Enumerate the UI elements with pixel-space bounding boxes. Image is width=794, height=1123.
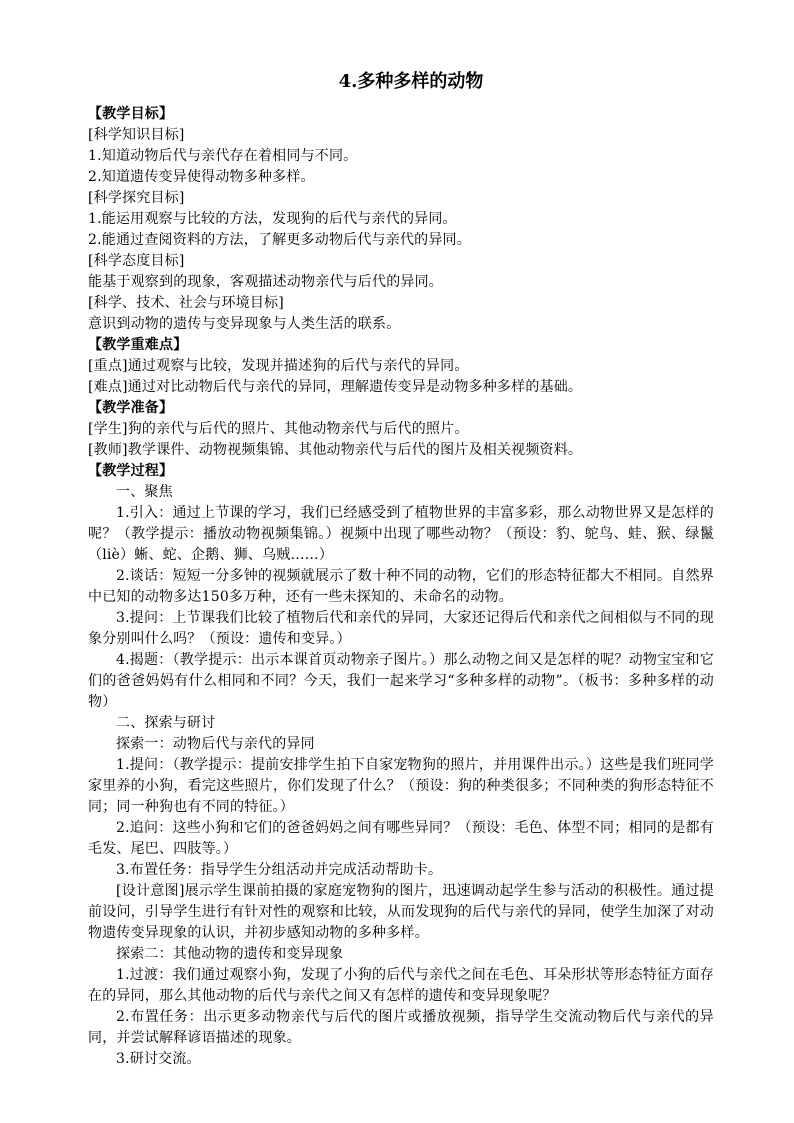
- section-heading: 【教学准备】: [88, 400, 174, 416]
- paragraph: 1.能运用观察与比较的方法，发现狗的后代与亲代的异同。: [88, 211, 457, 227]
- paragraph: [重点]通过观察与比较，发现并描述狗的后代与亲代的异同。: [88, 358, 469, 374]
- paragraph: 一、聚焦: [116, 484, 173, 500]
- paragraph: 2.追问：这些小狗和它们的爸爸妈妈之间有哪些异同？（预设：毛色、体型不同；相同的是都有毛发、尾巴、四肢等。）: [88, 820, 714, 857]
- paragraph: 1.过渡：我们通过观察小狗，发现了小狗的后代与亲代之间在毛色、耳朵形状等形态特征方面存在的异同，那么其他动物的后代与亲代之间又有怎样的遗传和变异现象呢？: [88, 967, 714, 1004]
- paragraph: [教师]教学课件、动物视频集锦、其他动物亲代与后代的图片及相关视频资料。: [88, 442, 583, 458]
- section-heading: 【教学重难点】: [88, 337, 188, 353]
- paragraph: 2.能通过查阅资料的方法，了解更多动物后代与亲代的异同。: [88, 232, 471, 248]
- paragraph: [科学探究目标]: [88, 190, 185, 206]
- paragraph: 1.提问：（教学提示：提前安排学生拍下自家宠物狗的照片，并用课件出示。）这些是我们班同学家里养的小狗，看完这些照片，你们发现了什么？（预设：狗的种类很多；不同种类的狗形态特征不同；同一种狗也有不同的特征。）: [88, 757, 714, 815]
- paragraph: [学生]狗的亲代与后代的照片、其他动物亲代与后代的照片。: [88, 421, 469, 437]
- paragraph: [难点]通过对比动物后代与亲代的异同，理解遗传变异是动物多种多样的基础。: [88, 379, 583, 395]
- paragraph: 3.提问：上节课我们比较了植物后代和亲代的异同，大家还记得后代和亲代之间相似与不同的现象分别叫什么吗？（预设：遗传和变异。）: [88, 610, 714, 647]
- paragraph: 1.引入：通过上节课的学习，我们已经感受到了植物世界的丰富多彩，那么动物世界又是怎样的呢？（教学提示：播放动物视频集锦。）视频中出现了哪些动物？（预设：豹、鸵鸟、蛙、猴、绿鬣（liè）蜥、蛇、企鹅、狮、乌贼……）: [88, 505, 714, 563]
- paragraph: [设计意图]展示学生课前拍摄的家庭宠物狗的图片，迅速调动起学生参与活动的积极性。通过提前设问，引导学生进行有针对性的观察和比较，从而发现狗的后代与亲代的异同，使学生加深了对动物遗传变异现象的认识，并初步感知动物的多种多样。: [88, 883, 714, 941]
- paragraph: 2.知道遗传变异使得动物多种多样。: [88, 169, 315, 185]
- paragraph: 4.揭题：（教学提示：出示本课首页动物亲子图片。）那么动物之间又是怎样的呢？动物宝宝和它们的爸爸妈妈有什么相同和不同？今天，我们一起来学习“多种多样的动物”。（板书：多种多样的动物）: [88, 652, 714, 710]
- section-heading: 【教学过程】: [88, 463, 174, 479]
- paragraph: 能基于观察到的现象，客观描述动物亲代与后代的异同。: [88, 274, 443, 290]
- paragraph: 3.布置任务：指导学生分组活动并完成活动帮助卡。: [116, 862, 443, 878]
- paragraph: 2.布置任务：出示更多动物亲代与后代的图片或播放视频，指导学生交流动物后代与亲代的异同，并尝试解释谚语描述的现象。: [88, 1009, 714, 1046]
- document-page: [88, 68, 714, 1070]
- paragraph: 意识到动物的遗传与变异现象与人类生活的联系。: [88, 316, 401, 332]
- paragraph: [科学态度目标]: [88, 253, 185, 269]
- paragraph: 2.谈话：短短一分多钟的视频就展示了数十种不同的动物，它们的形态特征都大不相同。自然界中已知的动物多达150多万种，还有一些未探知的、未命名的动物。: [88, 568, 714, 605]
- paragraph: 探索二：其他动物的遗传和变异现象: [116, 946, 344, 962]
- document-title: 4.多种多样的动物: [338, 71, 484, 92]
- paragraph: 二、探索与研讨: [116, 715, 216, 731]
- paragraph: [科学知识目标]: [88, 127, 185, 143]
- paragraph: [科学、技术、社会与环境目标]: [88, 295, 284, 311]
- paragraph: 探索一：动物后代与亲代的异同: [116, 736, 315, 752]
- document-body: [88, 104, 714, 1070]
- paragraph: 3.研讨交流。: [116, 1051, 201, 1067]
- section-heading: 【教学目标】: [88, 106, 174, 122]
- paragraph: 1.知道动物后代与亲代存在着相同与不同。: [88, 148, 358, 164]
